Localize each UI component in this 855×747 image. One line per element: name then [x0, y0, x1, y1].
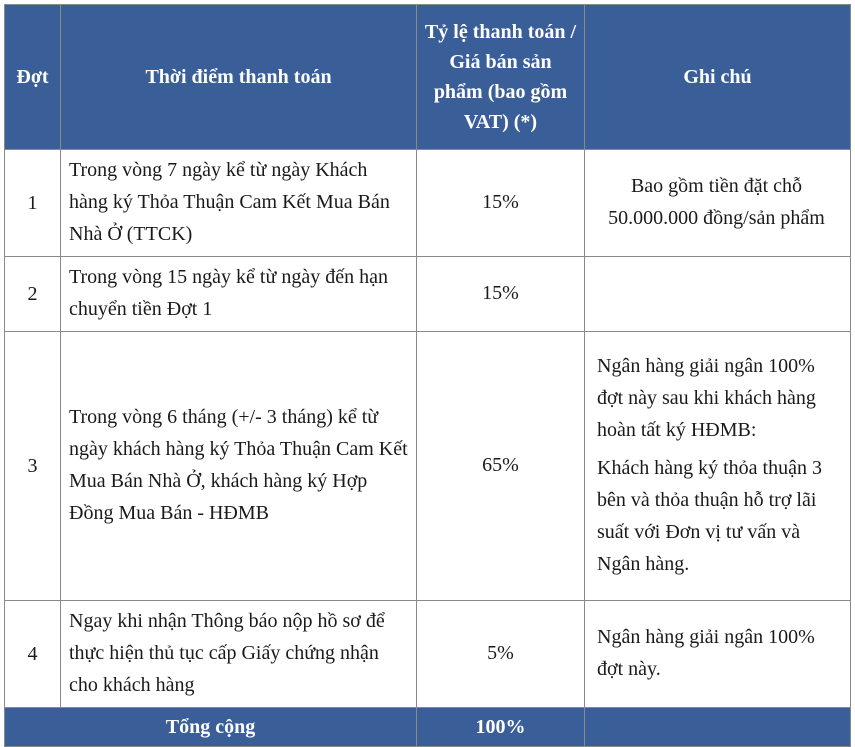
- row-payment-rate: 65%: [417, 332, 585, 601]
- table-row: [5, 150, 851, 257]
- table-row: [5, 601, 851, 708]
- header-dot: Đợt: [5, 5, 61, 150]
- row-payment-time: Trong vòng 15 ngày kể từ ngày đến hạn chuyển tiền Đợt 1: [61, 257, 417, 332]
- header-note: Ghi chú: [585, 5, 851, 150]
- row-note: Bao gồm tiền đặt chỗ 50.000.000 đồng/sản phẩm: [585, 150, 851, 257]
- row-payment-rate: 15%: [417, 257, 585, 332]
- row-dot: 1: [5, 150, 61, 257]
- row-payment-time: Trong vòng 6 tháng (+/- 3 tháng) kể từ ngày khách hàng ký Thỏa Thuận Cam Kết Mua Bán Nhà Ở, khách hàng ký Hợp Đồng Mua Bán - HĐMB: [61, 332, 417, 601]
- table-row: [5, 332, 851, 601]
- total-note-empty: [585, 708, 851, 747]
- row-note-paragraph: Ngân hàng giải ngân 100% đợt này sau khi khách hàng hoàn tất ký HĐMB:: [597, 355, 816, 441]
- row-note: Ngân hàng giải ngân 100% đợt này.: [585, 601, 851, 708]
- row-payment-rate: 15%: [417, 150, 585, 257]
- row-dot: 2: [5, 257, 61, 332]
- payment-schedule-table: [4, 4, 851, 747]
- row-note: [585, 332, 851, 601]
- table-footer-row: [5, 708, 851, 747]
- table-row: [5, 257, 851, 332]
- total-value: 100%: [417, 708, 585, 747]
- total-label: Tổng cộng: [5, 708, 417, 747]
- header-payment-rate: Tỷ lệ thanh toán / Giá bán sản phẩm (bao gồm VAT) (*): [417, 5, 585, 150]
- row-payment-time: Trong vòng 7 ngày kể từ ngày Khách hàng ký Thỏa Thuận Cam Kết Mua Bán Nhà Ở (TTCK): [61, 150, 417, 257]
- header-payment-time: Thời điểm thanh toán: [61, 5, 417, 150]
- row-dot: 3: [5, 332, 61, 601]
- row-note: [585, 257, 851, 332]
- table-header-row: [5, 5, 851, 150]
- row-payment-rate: 5%: [417, 601, 585, 708]
- row-payment-time: Ngay khi nhận Thông báo nộp hồ sơ để thực hiện thủ tục cấp Giấy chứng nhận cho khách hàng: [61, 601, 417, 708]
- row-note-paragraph: Khách hàng ký thỏa thuận 3 bên và thỏa thuận hỗ trợ lãi suất với Đơn vị tư vấn và Ngân hàng.: [597, 457, 822, 575]
- row-dot: 4: [5, 601, 61, 708]
